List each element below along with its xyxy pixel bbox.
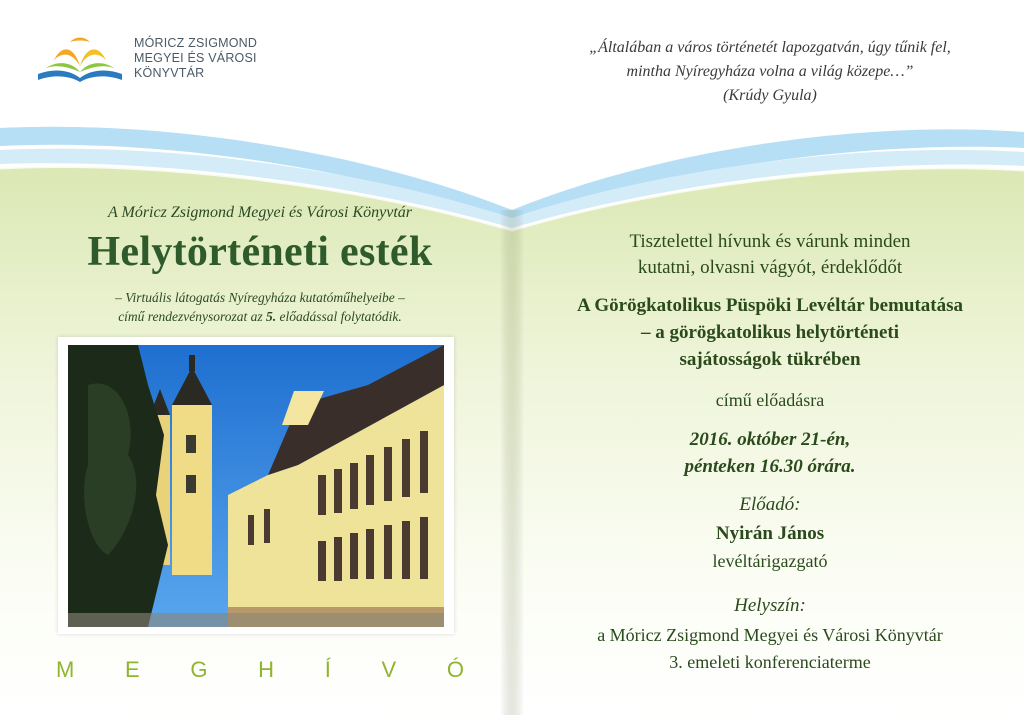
- quote-line-2: mintha Nyíregyháza volna a világ közepe…”: [626, 63, 914, 80]
- logo-line-1: MÓRICZ ZSIGMOND: [134, 36, 258, 50]
- series-line-2-start: című rendezvénysorozat az: [118, 309, 267, 324]
- logo-line-2: MEGYEI ÉS VÁROSI: [134, 51, 257, 65]
- event-line-3: sajátosságok tükrében: [679, 349, 861, 370]
- event-date: [520, 426, 1020, 480]
- speaker-name: Nyirán János: [715, 523, 825, 544]
- meghivo-footer: [40, 657, 480, 683]
- event-title: [520, 292, 1020, 373]
- lecture-caption: című előadásra: [715, 390, 825, 410]
- quote-author: (Krúdy Gyula): [723, 87, 817, 104]
- footer-letter: E: [125, 657, 140, 682]
- venue: [520, 622, 1020, 676]
- page-title: Helytörténeti esték: [87, 229, 433, 275]
- series-line-2: [40, 307, 480, 326]
- quote-line-1: „Általában a város történetét lapozgatván, úgy tűnik fel,: [589, 39, 951, 56]
- footer-letter: V: [381, 657, 397, 682]
- invite-line-1: Tisztelettel hívunk és várunk minden: [629, 231, 911, 252]
- cathedral-photo: [68, 345, 444, 627]
- event-line-2: – a görögkatolikus helytörténeti: [640, 322, 900, 343]
- footer-letter: G: [190, 657, 208, 682]
- footer-letter: Í: [324, 657, 331, 682]
- speaker-role: levéltárigazgató: [712, 551, 828, 571]
- footer-letter: Ó: [446, 657, 464, 682]
- series-description: [40, 288, 480, 326]
- footer-letter: H: [258, 657, 275, 682]
- lecture-number: 5.: [266, 309, 277, 324]
- venue-line-2: 3. emeleti konferenciaterme: [669, 652, 871, 672]
- invitation-text: [520, 229, 1020, 281]
- footer-letter: M: [56, 657, 75, 682]
- library-logo-text: [134, 36, 257, 81]
- krudy-quote: [540, 36, 1000, 108]
- venue-label: Helyszín:: [734, 595, 806, 616]
- organizer-line: A Móricz Zsigmond Megyei és Városi Könyvtár: [108, 204, 412, 221]
- venue-line-1: a Móricz Zsigmond Megyei és Városi Könyvtár: [597, 625, 943, 645]
- event-line-1: A Görögkatolikus Püspöki Levéltár bemutatása: [576, 295, 964, 316]
- date-line-1: 2016. október 21-én,: [689, 429, 851, 450]
- date-line-2: pénteken 16.30 órára.: [684, 456, 856, 477]
- series-line-1: – Virtuális látogatás Nyíregyháza kutatóműhelyeibe –: [115, 290, 405, 305]
- invite-line-2: kutatni, olvasni vágyót, érdeklődőt: [637, 257, 903, 278]
- library-logo-icon: [32, 30, 128, 84]
- logo-line-3: KÖNYVTÁR: [134, 66, 205, 80]
- series-line-2-end: előadással folytatódik.: [276, 309, 402, 324]
- speaker-label: Előadó:: [739, 494, 801, 515]
